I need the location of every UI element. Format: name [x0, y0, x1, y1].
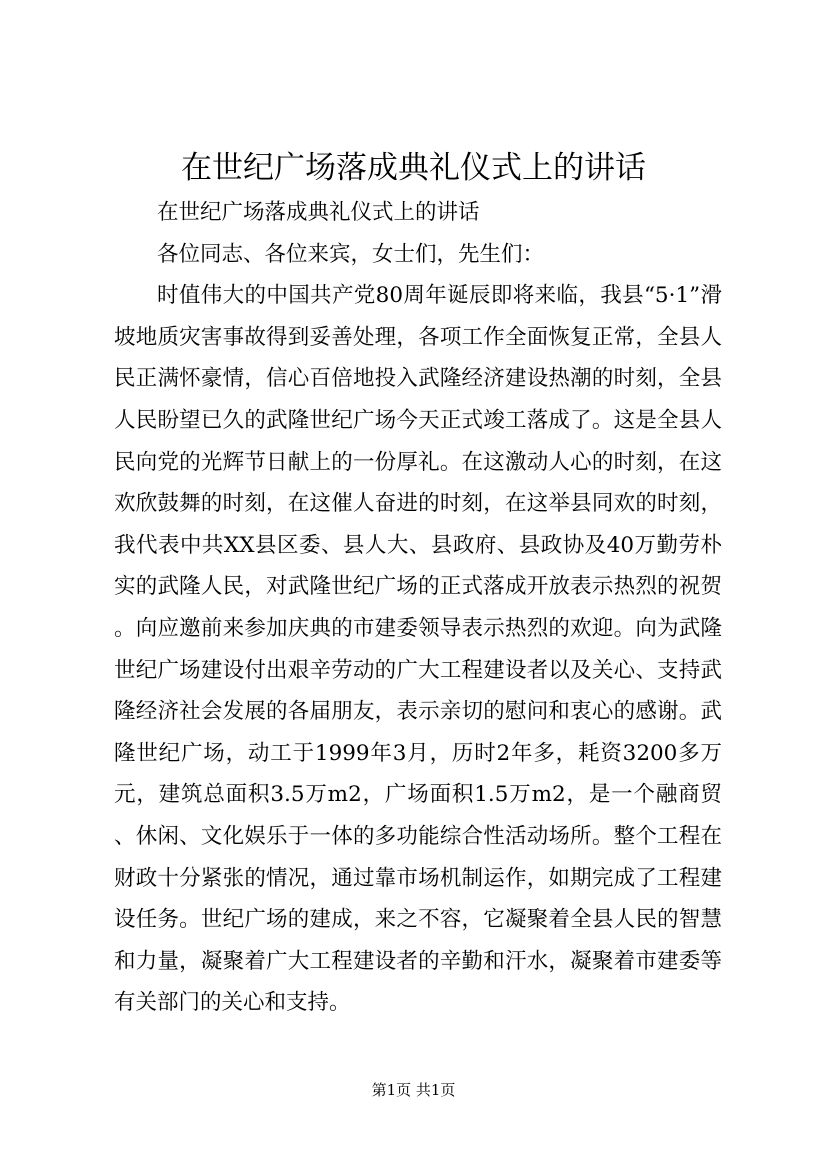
page-footer: 第1页 共1页 [371, 1081, 456, 1099]
body-paragraph: 时值伟大的中国共产党80周年诞辰即将来临，我县“5·1”滑坡地质灾害事故得到妥善处理，各项工作全面恢复正常，全县人民正满怀豪情，信心百倍地投入武隆经济建设热潮的时刻，全县人民盼望已久的武隆世纪广场今天正式竣工落成了。这是全县人民向党的光辉节日献上的一份厚礼。在这激动人心的时刻，在这欢欣鼓舞的时刻，在这催人奋进的时刻，在这举县同欢的时刻，我代表中共XX县区委、县人大、县政府、县政协及40万勤劳朴实的武隆人民，对武隆世纪广场的正式落成开放表示热烈的祝贺。向应邀前来参加庆典的市建委领导表示热烈的欢迎。向为武隆世纪广场建设付出艰辛劳动的广大工程建设者以及关心、支持武隆经济社会发展的各届朋友，表示亲切的慰问和衷心的感谢。武隆世纪广场，动工于1999年3月，历时2年多，耗资3200多万元，建筑总面积3.5万m2，广场面积1.5万m2，是一个融商贸、休闲、文化娱乐于一体的多功能综合性活动场所。整个工程在财政十分紧张的情况，通过靠市场机制运作，如期完成了工程建设任务。世纪广场的建成，来之不容，它凝聚着全县人民的智慧和力量，凝聚着广大工程建设者的辛勤和汗水，凝聚着市建委等有关部门的关心和支持。 [114, 283, 722, 1016]
document-title: 在世纪广场落成典礼仪式上的讲话 [181, 150, 646, 186]
salutation-paragraph: 各位同志、各位来宾，女士们，先生们： [157, 241, 545, 267]
document-body [114, 192, 722, 1024]
subtitle-paragraph: 在世纪广场落成典礼仪式上的讲话 [157, 200, 480, 225]
